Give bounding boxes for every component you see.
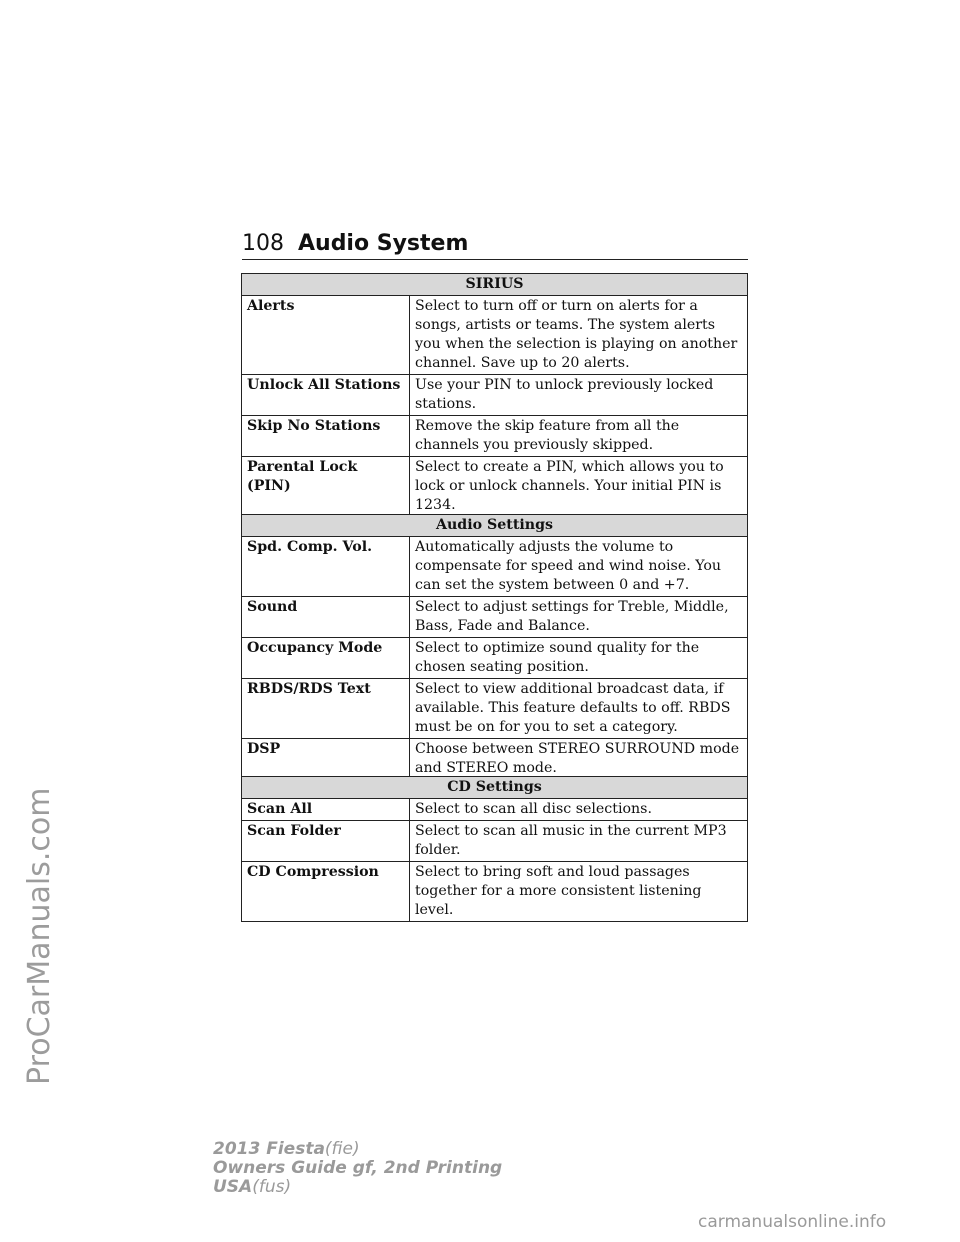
table-row [242, 597, 748, 638]
footer-model: 2013 Fiesta [213, 1139, 325, 1159]
row-description: Remove the skip feature from all the channels you previously skipped. [410, 416, 748, 457]
table-row [242, 375, 748, 416]
bottom-watermark: carmanualsonline.info [698, 1212, 887, 1232]
row-description: Select to create a PIN, which allows you to lock or unlock channels. Your initial PIN is 1234. [410, 457, 748, 517]
row-term: Sound [242, 597, 410, 638]
page-number: 108 [242, 231, 284, 256]
row-description: Use your PIN to unlock previously locked stations. [410, 375, 748, 416]
table-row [242, 799, 748, 821]
footer-region: USA [213, 1177, 253, 1197]
row-description: Select to scan all disc selections. [410, 799, 748, 821]
row-term: CD Compression [242, 862, 410, 922]
section-title: Audio System [298, 231, 469, 256]
row-description: Select to bring soft and loud passages together for a more consistent listening level. [410, 862, 748, 922]
table-row [242, 537, 748, 597]
audio-settings-table [241, 514, 748, 780]
table-row [242, 416, 748, 457]
sirius-table [241, 273, 748, 517]
row-term: RBDS/RDS Text [242, 679, 410, 739]
table-row [242, 821, 748, 862]
table-row [242, 296, 748, 375]
row-term: Occupancy Mode [242, 638, 410, 679]
side-watermark: ProCarManuals.com [22, 787, 57, 1085]
row-description: Choose between STEREO SURROUND mode and STEREO mode. [410, 739, 748, 780]
row-description: Select to scan all music in the current MP3 folder. [410, 821, 748, 862]
row-term: Parental Lock (PIN) [242, 457, 410, 517]
table-heading: CD Settings [242, 777, 748, 799]
table-row [242, 638, 748, 679]
page-header [242, 230, 748, 260]
table-row [242, 739, 748, 780]
row-term: Scan Folder [242, 821, 410, 862]
row-term: Skip No Stations [242, 416, 410, 457]
table-row [242, 679, 748, 739]
footer-guide: Owners Guide gf, 2nd Printing [213, 1158, 503, 1178]
row-term: DSP [242, 739, 410, 780]
table-row [242, 862, 748, 922]
row-description: Select to view additional broadcast data, if available. This feature defaults to off. RBDS must be on for you to set a category. [410, 679, 748, 739]
row-description: Select to optimize sound quality for the chosen seating position. [410, 638, 748, 679]
row-term: Alerts [242, 296, 410, 375]
row-term: Spd. Comp. Vol. [242, 537, 410, 597]
table-row [242, 457, 748, 517]
cd-settings-table [241, 776, 748, 922]
row-term: Scan All [242, 799, 410, 821]
row-description: Select to turn off or turn on alerts for a songs, artists or teams. The system alerts you when the selection is playing on another channel. Save up to 20 alerts. [410, 296, 748, 375]
row-description: Select to adjust settings for Treble, Middle, Bass, Fade and Balance. [410, 597, 748, 638]
document-footer [213, 1140, 502, 1197]
footer-model-code: (fie) [324, 1139, 360, 1159]
table-heading: SIRIUS [242, 274, 748, 296]
row-description: Automatically adjusts the volume to compensate for speed and wind noise. You can set the system between 0 and +7. [410, 537, 748, 597]
row-term: Unlock All Stations [242, 375, 410, 416]
table-heading: Audio Settings [242, 515, 748, 537]
footer-region-code: (fus) [252, 1177, 292, 1197]
